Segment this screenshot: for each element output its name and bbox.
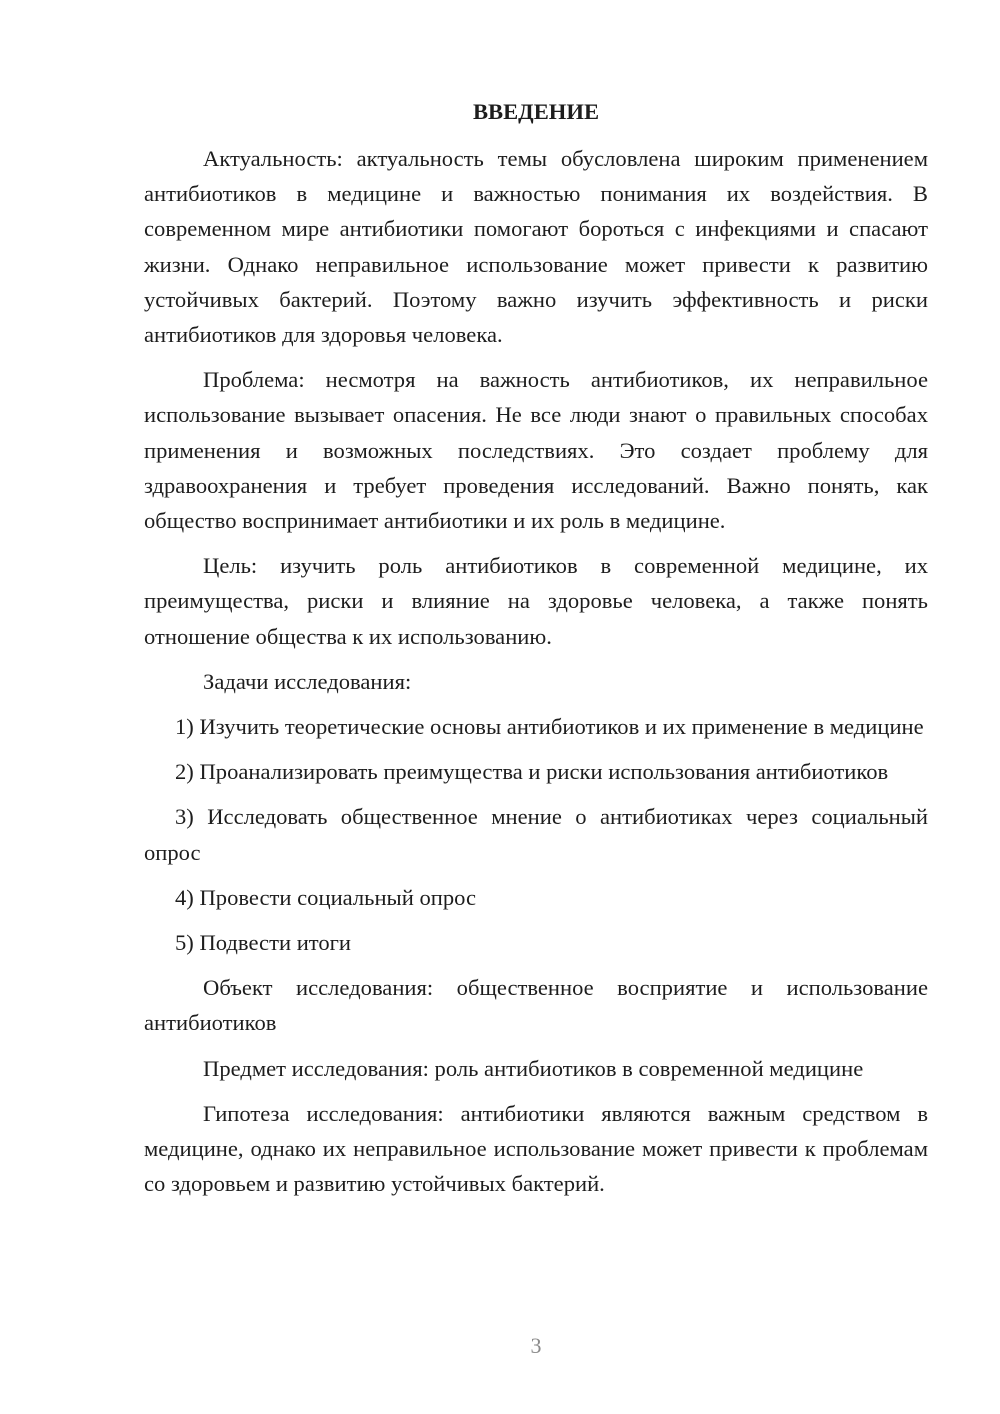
page-number: 3 — [530, 1333, 542, 1358]
page-title: ВВЕДЕНИЕ — [472, 99, 600, 124]
task-item-5: 5) Подвести итоги — [175, 930, 352, 956]
problem-paragraph: Проблема: несмотря на важность антибиотиков, их неправильное использование вызывает опасения. Не все люди знают о правильных способах применения и возможных последствиях. Это создает проблему для здравоохранения и требует проведения исследований. Важно понять, как общество воспринимает антибиотики и их роль в медицине. — [144, 367, 928, 534]
task-item-2: 2) Проанализировать преимущества и риски использования антибиотиков — [175, 759, 889, 785]
tasks-heading: Задачи исследования: — [203, 668, 412, 694]
task-item-4: 4) Провести социальный опрос — [175, 884, 477, 910]
object-paragraph: Объект исследования: общественное восприятие и использование антибиотиков — [144, 975, 928, 1036]
task-item-3: 3) Исследовать общественное мнение о антибиотиках через социальный опрос — [144, 804, 928, 865]
relevance-paragraph: Актуальность: актуальность темы обусловлена широким применением антибиотиков в медицине и важностью понимания их воздействия. В современном мире антибиотики помогают бороться с инфекциями и спасают жизни. Однако неправильное использование может привести к развитию устойчивых бактерий. Поэтому важно изучить эффективность и риски антибиотиков для здоровья человека. — [144, 146, 928, 348]
page-content — [144, 94, 928, 1211]
task-item-1: 1) Изучить теоретические основы антибиотиков и их применение в медицине — [175, 714, 924, 740]
subject-paragraph: Предмет исследования: роль антибиотиков в современной медицине — [203, 1055, 864, 1081]
hypothesis-paragraph: Гипотеза исследования: антибиотики являются важным средством в медицине, однако их неправильное использование может привести к проблемам со здоровьем и развитию устойчивых бактерий. — [144, 1100, 928, 1197]
goal-paragraph: Цель: изучить роль антибиотиков в современной медицине, их преимущества, риски и влияние на здоровье человека, а также понять отношение общества к их использованию. — [144, 553, 928, 649]
